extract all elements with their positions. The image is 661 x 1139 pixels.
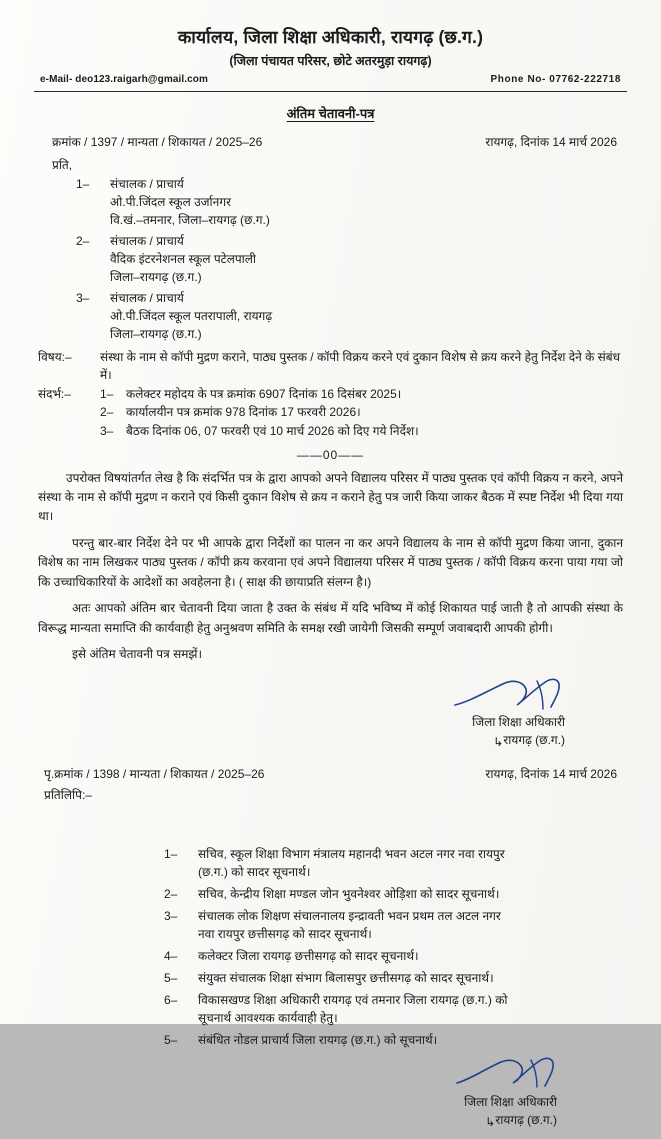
signature-block-2 xyxy=(34,1059,627,1129)
body-paragraph: उपरोक्त विषयांतर्गत लेख है कि संदर्भित पत्र के द्वारा आपको अपने विद्यालय परिसर में पाठ्य पुस्तक एवं कॉपी विक्रय न करने, अपने संस्था के नाम से कॉपी मुद्रण न कराने एवं किसी दुकान विशेष से क्रय न कराने हेतु पत्र जारी किया जाकर बैठक में स्पष्ट निर्देश भी दिया गया था। xyxy=(38,470,623,524)
copy-text xyxy=(198,991,627,1027)
page-title: अंतिम चेतावनी-पत्र xyxy=(286,105,375,121)
addressee-number: 2– xyxy=(76,233,90,248)
reference-label: संदर्भ:– xyxy=(38,386,71,401)
copy-list xyxy=(34,845,627,1049)
signature-mark xyxy=(34,679,565,713)
office-title: कार्यालय, जिला शिक्षा अधिकारी, रायगढ़ (छ.ग.) xyxy=(177,27,484,47)
office-subtitle: (जिला पंचायत परिसर, छोटे अतरमुड़ा रायगढ़) xyxy=(229,53,432,68)
copy-line: कलेक्टर जिला रायगढ़ छत्तीसगढ़ को सादर सूचनार्थ। xyxy=(198,948,419,963)
addressee-line: संचालक / प्राचार्य xyxy=(110,233,184,248)
signature-designation: जिला शिक्षा अधिकारी xyxy=(472,714,565,729)
contact-row xyxy=(34,74,627,85)
copy-number: 1– xyxy=(164,846,178,861)
reference-spacer xyxy=(34,422,100,441)
copy-text xyxy=(198,947,627,965)
signature-place-text: रायगढ़ (छ.ग.) xyxy=(503,732,565,747)
signature-place-2 xyxy=(34,1111,557,1129)
copy-line: सचिव, केन्द्रीय शिक्षा मण्डल जोन भुवनेश्वर ओड़िशा को सादर सूचनार्थ। xyxy=(198,886,500,901)
copy-number: 3– xyxy=(164,908,178,923)
letter-number: क्रमांक / 1397 / मान्यता / शिकायत / 2025–26 xyxy=(52,134,263,149)
phone-text: Phone No- 07762-222718 xyxy=(490,73,621,85)
signature-designation-2: जिला शिक्षा अधिकारी xyxy=(464,1094,557,1109)
list-item xyxy=(34,907,627,943)
signature-place-text-2: रायगढ़ (छ.ग.) xyxy=(495,1112,557,1127)
copy-letter-number: पृ.क्रमांक / 1398 / मान्यता / शिकायत / 2025–26 xyxy=(44,766,265,781)
addressee-line: संचालक / प्राचार्य xyxy=(110,290,184,305)
addressee-line: जिला–रायगढ़ (छ.ग.) xyxy=(110,326,202,341)
copy-text xyxy=(198,907,627,943)
addressee-lines xyxy=(110,289,627,343)
list-item xyxy=(34,232,627,286)
copy-line: विकासखण्ड शिक्षा अधिकारी रायगढ़ एवं तमनार जिला रायगढ़ (छ.ग.) को xyxy=(198,992,508,1007)
body-paragraph: परन्तु बार-बार निर्देश देने पर भी आपके द्वारा निर्देशों का पालन ना कर अपने विद्यालय के नाम से कॉपी मुद्रण किया जाना, दुकान विशेष का नाम लिखकर पाठ्य पुस्तक / कॉपी क्रय करवाना एवं अपने विद्यालया परिसर में पाठ्य पुस्तक / कॉपी विक्रय करना पाया गया जो कि उच्चाधिकारियों के आदेशों का अवहेलना है। ( साक्ष की छायाप्रति संलग्न है।) xyxy=(38,535,623,589)
copy-text xyxy=(198,845,627,881)
header-divider xyxy=(34,91,627,92)
copy-line: संचालक लोक शिक्षण संचालनालय इन्द्रावती भवन प्रथम तल अटल नगर xyxy=(198,908,501,923)
addressee-lines xyxy=(110,232,627,286)
list-item xyxy=(34,289,627,343)
addressee-line: वि.खं.–तमनार, जिला–रायगढ़ (छ.ग.) xyxy=(110,212,270,227)
to-label: प्रति, xyxy=(52,157,73,172)
copy-line: संयुक्त संचालक शिक्षा संभाग बिलासपुर छत्तीसगढ़ को सादर सूचनार्थ। xyxy=(198,970,494,985)
copy-number: 5– xyxy=(164,1032,178,1047)
copy-text xyxy=(198,969,627,987)
list-item xyxy=(34,947,627,965)
list-item xyxy=(34,991,627,1027)
addressee-number: 3– xyxy=(76,290,90,305)
subject-label: विषय:– xyxy=(38,349,72,364)
copy-number: 6– xyxy=(164,992,178,1007)
addressee-line: जिला–रायगढ़ (छ.ग.) xyxy=(110,269,202,284)
copy-line: नवा रायपुर छत्तीसगढ़ को सादर सूचनार्थ। xyxy=(198,926,372,941)
letter-place-date: रायगढ़, दिनांक 14 मार्च 2026 xyxy=(485,134,617,149)
handwritten-signature-icon xyxy=(453,1055,563,1091)
signature-flourish-icon: ↳ xyxy=(493,734,504,749)
copy-text xyxy=(198,1031,627,1049)
addressee-list xyxy=(34,175,627,343)
list-item xyxy=(34,845,627,881)
list-item xyxy=(34,175,627,229)
copy-number: 2– xyxy=(164,886,178,901)
copy-number: 4– xyxy=(164,948,178,963)
reference-item xyxy=(34,403,627,422)
copy-line: (छ.ग.) को सादर सूचनार्थ। xyxy=(198,864,311,879)
addressee-number: 1– xyxy=(76,176,90,191)
copy-place-date: रायगढ़, दिनांक 14 मार्च 2026 xyxy=(485,766,617,781)
subject-text: संस्था के नाम से कॉपी मुद्रण कराने, पाठ्य पुस्तक / कॉपी विक्रय करने एवं दुकान विशेष से क्रय करने हेतु निर्देश देने के संबंध में। xyxy=(100,349,621,383)
list-item xyxy=(34,1031,627,1049)
subject-block xyxy=(34,348,627,385)
addressee-line: ओ.पी.जिंदल स्कूल उर्जानगर xyxy=(110,194,231,209)
addressee-line: वैदिक इंटरनेशनल स्कूल पटेलपाली xyxy=(110,251,257,266)
letterhead xyxy=(34,26,627,85)
reference-number: 2– xyxy=(100,405,114,420)
reference-text: बैठक दिनांक 06, 07 फरवरी एवं 10 मार्च 2026 को दिए गये निर्देश। xyxy=(126,424,419,438)
list-item xyxy=(34,969,627,987)
signature-flourish-icon: ↳ xyxy=(485,1114,496,1129)
copy-line: संबंधित नोडल प्राचार्य जिला रायगढ़ (छ.ग.) को सूचनार्थ। xyxy=(198,1032,438,1047)
copy-reference-row xyxy=(34,765,627,782)
reference-text: कार्यालयीन पत्र क्रमांक 978 दिनांक 17 फरवरी 2026। xyxy=(126,405,361,420)
addressee-line: संचालक / प्राचार्य xyxy=(110,176,184,191)
body-paragraph: इसे अंतिम चेतावनी पत्र समझें। xyxy=(72,647,202,662)
copy-line: सचिव, स्कूल शिक्षा विभाग मंत्रालय महानदी भवन अटल नगर नवा रायपुर xyxy=(198,846,505,861)
addressee-lines xyxy=(110,175,627,229)
email-text: e-Mail- deo123.raigarh@gmail.com xyxy=(40,73,208,85)
reference-row xyxy=(34,133,627,150)
copy-text xyxy=(198,885,627,903)
signature-mark-2 xyxy=(34,1059,557,1093)
signature-place xyxy=(34,731,565,749)
body-paragraph: अतः आपको अंतिम बार चेतावनी दिया जाता है उक्त के संबंध में यदि भविष्य में कोई शिकायत पाई जाती है तो आपकी संस्था के विरूद्ध मान्यता समाप्ति की कार्यवाही हेतु अनुश्रवण समिति के समक्ष रखी जायेगी जिसकी सम्पूर्ण जवाबदारी आपकी होगी। xyxy=(38,601,623,635)
reference-text: कलेक्टर महोदय के पत्र क्रमांक 6907 दिनांक 16 दिसंबर 2025। xyxy=(126,386,402,401)
copy-line: सूचनार्थ आवश्यक कार्यवाही हेतु। xyxy=(198,1010,338,1025)
addressee-line: ओ.पी.जिंदल स्कूल पतरापाली, रायगढ़ xyxy=(110,308,273,323)
reference-item xyxy=(34,422,627,441)
reference-spacer xyxy=(34,403,100,422)
copy-label: प्रतिलिपि:– xyxy=(44,787,92,802)
reference-item xyxy=(34,385,627,404)
reference-block xyxy=(34,385,627,441)
copy-number: 5– xyxy=(164,970,178,985)
section-separator: ——00—— xyxy=(296,447,365,462)
reference-number: 3– xyxy=(100,424,114,438)
reference-number: 1– xyxy=(100,386,114,401)
signature-block xyxy=(34,679,627,749)
list-item xyxy=(34,885,627,903)
handwritten-signature-icon xyxy=(451,675,571,715)
